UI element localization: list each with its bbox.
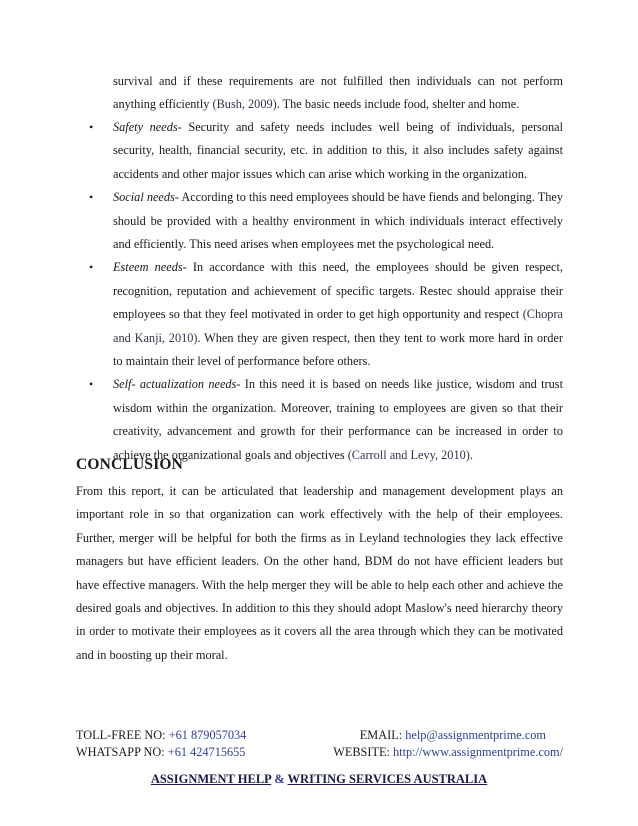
page-footer — [76, 727, 563, 761]
list-item-safety-needs — [89, 116, 563, 186]
list-item-self-actualization-needs — [89, 373, 563, 467]
need-text: In accordance with this need, the employees should be given respect, recognition, reputation and achievement of specific targets. Restec should appraise their employees so that they feel motivated in order to get high opportunity and respect — [113, 260, 563, 322]
website-link[interactable]: http://www.assignmentprime.com/ — [393, 745, 563, 759]
brand-writing-services[interactable]: WRITING SERVICES AUSTRALIA — [287, 772, 488, 786]
need-term: Self- actualization needs- — [113, 377, 241, 392]
need-text: According to this need employees should be have fiends and belonging. They should be provided with a healthy environment in which individuals interact effectively and efficiently. This need arises when employees met the psychological need. — [113, 190, 564, 252]
brand-assignment-help[interactable]: ASSIGNMENT HELP — [150, 772, 272, 786]
need-text: Security and safety needs includes well being of individuals, personal security, health, financial security, etc. in addition to this, it also includes safety against accidents and other major issues which can arise which working in the organization. — [113, 120, 563, 181]
conclusion-text: From this report, it can be articulated that leadership and management development plays an important role in so that organization can work effectively with the help of their employees. Further, merger will be helpful for both the firms as in Leyland technologies they lack effective managers but have efficient leaders. On the other hand, BDM do not have efficient leaders but have effective managers. With the help merger they will be able to help each other and achieve the desired goals and objectives. In addition to this they should adopt Maslow's need hierarchy theory in order to motivate their employees as it covers all the area through which they can be motivated and in boosting up their moral. — [76, 484, 563, 662]
tollfree-number: +61 879057034 — [168, 728, 247, 742]
list-item-social-needs — [89, 186, 563, 256]
bullet-icon: • — [89, 120, 94, 134]
bullet-icon: • — [89, 377, 94, 392]
footer-whatsapp: WHATSAPP NO: +61 424715655 — [76, 745, 246, 759]
need-tail: . — [469, 447, 473, 462]
conclusion-heading: CONCLUSION — [76, 456, 184, 473]
intro-tail: . The basic needs include food, shelter and home. — [276, 97, 520, 112]
need-term: Esteem needs- — [113, 260, 187, 275]
email-link[interactable]: help@assignmentprime.com — [405, 728, 546, 742]
list-item-esteem-needs — [89, 256, 563, 373]
need-citation: (Chopra and Kanji, 2010) — [113, 307, 563, 345]
intro-text: survival and if these requirements are not fulfilled then individuals can not perform anything efficiently — [113, 74, 563, 112]
footer-email: EMAIL: help@assignmentprime.com — [359, 728, 546, 742]
intro-citation: (Bush, 2009) — [212, 97, 277, 112]
brand-ampersand: & — [271, 772, 288, 786]
footer-tollfree: TOLL-FREE NO: +61 879057034 — [76, 728, 247, 742]
conclusion-paragraph — [76, 480, 563, 667]
need-citation: (Carroll and Levy, 2010) — [347, 447, 470, 462]
need-text: In this need it is based on needs like justice, wisdom and trust wisdom within the organization. Moreover, training to employees are given so that their creativity, advancement and growth for their performance can be increased in order to achieve the organizational goals and objectives — [113, 377, 563, 462]
footer-brand — [0, 772, 638, 787]
footer-website: WEBSITE: http://www.assignmentprime.com/ — [333, 745, 563, 759]
need-term: Safety needs- — [113, 120, 182, 134]
continued-paragraph — [113, 70, 563, 117]
whatsapp-number: +61 424715655 — [167, 745, 246, 759]
needs-list — [89, 116, 563, 467]
need-tail: . When they are given respect, then they tent to work more hard in order to maintain their level of performance before others. — [113, 330, 563, 369]
need-term: Social needs- — [113, 190, 179, 205]
bullet-icon: • — [89, 260, 94, 275]
bullet-icon: • — [89, 190, 94, 205]
